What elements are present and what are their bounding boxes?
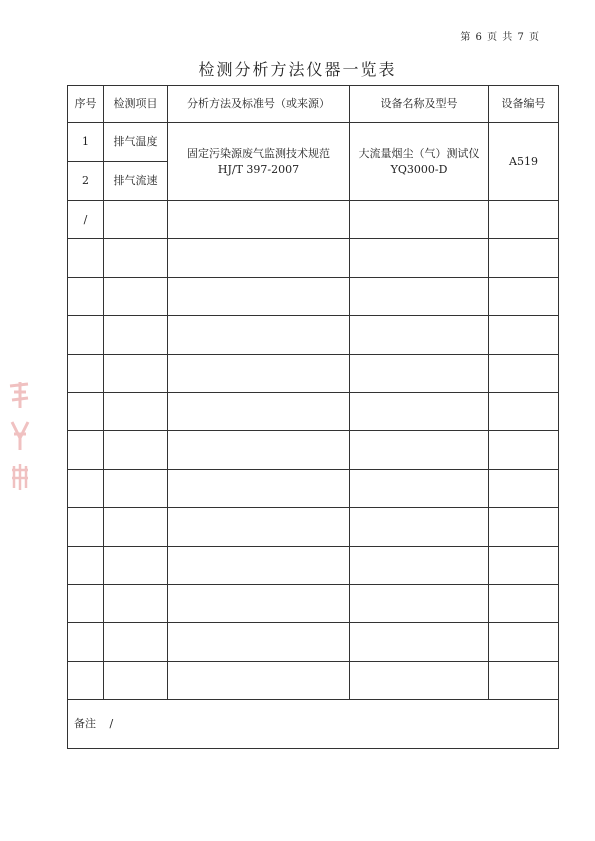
remark-value: / <box>109 717 114 731</box>
remark-row <box>68 700 559 749</box>
table-row <box>68 469 559 507</box>
remark-cell <box>68 700 559 749</box>
header-serial-number: 序号 <box>68 86 104 123</box>
slash-cell: / <box>68 201 104 239</box>
table-row <box>68 508 559 546</box>
serial-number-cell: 1 <box>68 123 104 162</box>
table-row <box>68 123 559 162</box>
test-item-cell: 排气温度 <box>104 123 168 162</box>
method-name: 固定污染源废气监测技术规范 <box>187 146 330 160</box>
method-cell <box>168 123 350 201</box>
header-test-item: 检测项目 <box>104 86 168 123</box>
header-equipment-model: 设备名称及型号 <box>350 86 489 123</box>
test-item-cell: 排气流速 <box>104 162 168 201</box>
table-row <box>68 546 559 584</box>
remark-label: 备注 <box>74 717 96 731</box>
page-number: 第 6 页 共 7 页 <box>460 32 540 43</box>
page-title: 检测分析方法仪器一览表 <box>198 60 397 79</box>
table-row <box>68 584 559 622</box>
table-row <box>68 354 559 392</box>
equipment-id-cell: A519 <box>489 123 559 201</box>
table-row <box>68 392 559 430</box>
table-row <box>68 277 559 315</box>
table-row <box>68 201 559 239</box>
equipment-model: YQ3000-D <box>390 162 448 176</box>
table-header-row <box>68 86 559 123</box>
seal-stamp-fragment <box>8 378 32 498</box>
table-row <box>68 661 559 699</box>
table-row <box>68 623 559 661</box>
table-row <box>68 431 559 469</box>
header-method-standard: 分析方法及标准号（或来源） <box>168 86 350 123</box>
table-row <box>68 316 559 354</box>
equipment-name: 大流量烟尘（气）测试仪 <box>358 146 480 160</box>
header-equipment-id: 设备编号 <box>489 86 559 123</box>
method-standard-code: HJ/T 397-2007 <box>217 162 300 176</box>
instrument-table <box>67 85 559 749</box>
equipment-cell <box>350 123 489 201</box>
serial-number-cell: 2 <box>68 162 104 201</box>
table-row <box>68 239 559 277</box>
